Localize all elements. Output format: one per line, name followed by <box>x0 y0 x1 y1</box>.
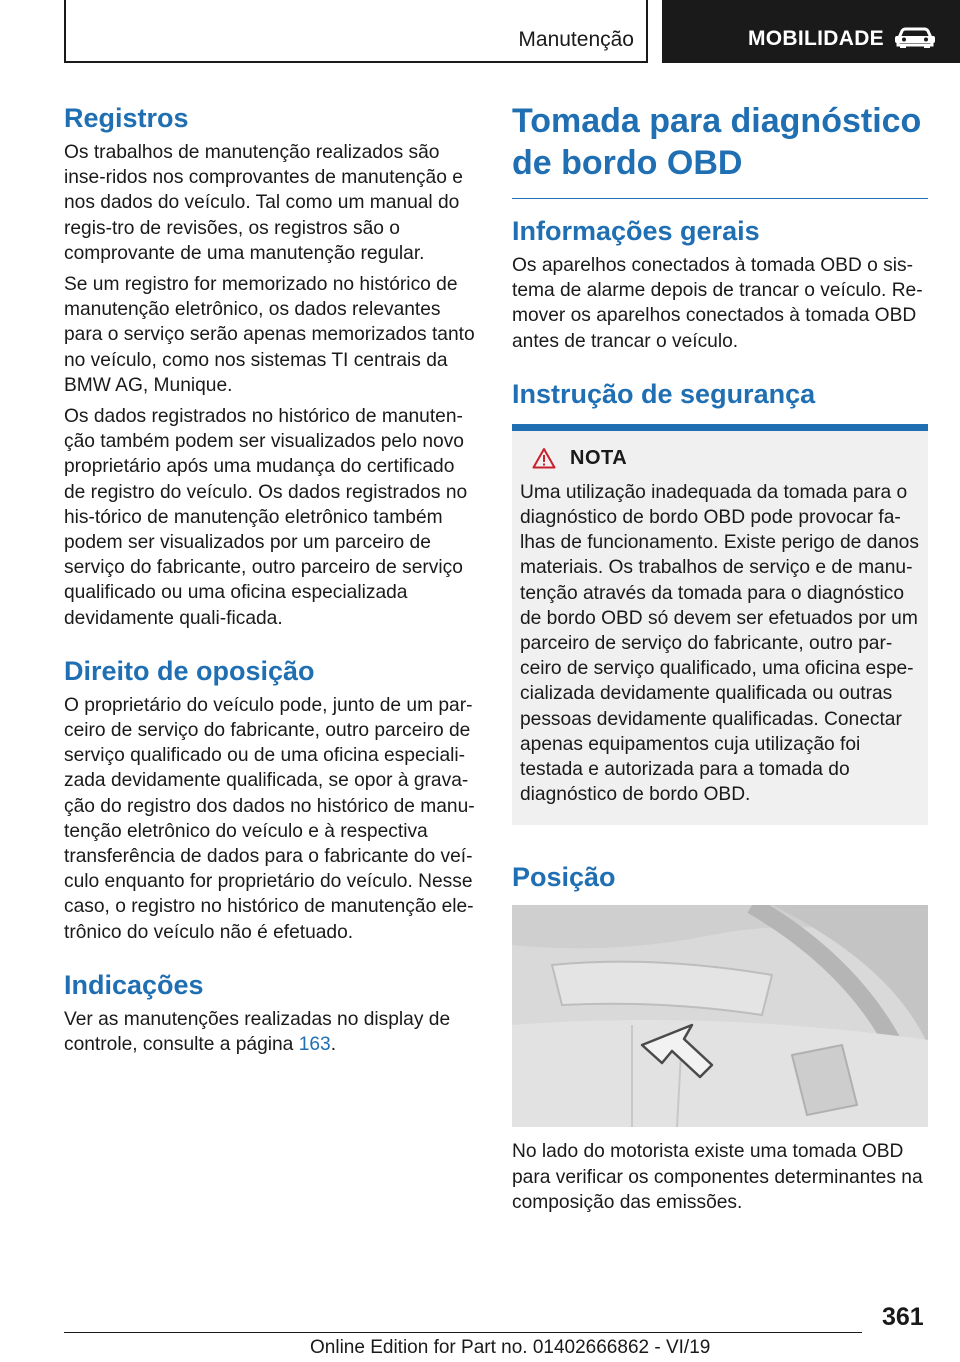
posicao-caption: No lado do motorista existe uma tomada OBD para verificar os componentes determinantes na composição das emissões. <box>512 1141 923 1213</box>
registros-paragraph-3: Os dados registrados no histórico de manuten-ção também podem ser visualizados pelo novo proprietário após uma mudança do certificado de registro do veículo. Os dados registrados no his-tórico de manutenção eletrônico também podem ser visualizados por um parceiro de serviço do fabricante, outro parceiro de serviço qualificado ou uma oficina especializada devidamente quali-ficada. <box>64 406 468 629</box>
registros-paragraph-1: Os trabalhos de manutenção realizados são inse-ridos nos comprovantes de manutenção e nos dados do veículo. Tal como um manual do regis-tro de revisões, os registros são o comprovante de uma manutenção regular. <box>64 142 463 264</box>
note-box <box>512 431 928 826</box>
indicacoes-paragraph <box>64 1007 478 1057</box>
warning-icon <box>532 447 556 469</box>
indicacoes-text: Ver as manutenções realizadas no display de controle, consulte a página <box>64 1008 451 1056</box>
seguranca-divider <box>512 424 928 431</box>
right-column <box>512 100 928 1221</box>
seguranca-heading: Instrução de segurança <box>512 378 816 409</box>
note-label: NOTA <box>570 446 628 469</box>
header-section-label: Manutenção <box>518 28 634 51</box>
posicao-heading: Posição <box>512 862 616 893</box>
oposicao-heading: Direito de oposição <box>64 655 315 686</box>
page-link-163[interactable]: 163 <box>298 1034 331 1056</box>
registros-paragraph-2: Se um registro for memorizado no histórico de manutenção eletrônico, os dados relevantes para o serviço serão apenas memorizados tanto no veículo, como nos sistemas TI centrais da BMW AG, Munique. <box>64 274 475 396</box>
header-category-tab <box>662 0 960 63</box>
info-paragraph: Os aparelhos conectados à tomada OBD o sis-tema de alarme depois de trancar o veículo. Re-mover os aparelhos conectados à tomada OBD antes de trancar o veículo. <box>512 255 923 352</box>
registros-heading: Registros <box>64 103 189 133</box>
header-section-tab <box>64 0 648 63</box>
note-header <box>532 447 920 470</box>
obd-title <box>512 100 928 184</box>
header-category-label: MOBILIDADE <box>748 27 884 50</box>
obd-title-line-1: Tomada para diagnóstico <box>512 102 922 140</box>
car-icon <box>894 26 936 48</box>
footer-edition: Online Edition for Part no. 01402666862 - VI/19 <box>310 1337 711 1358</box>
oposicao-paragraph: O proprietário do veículo pode, junto de um par-ceiro de serviço do fabricante, outro parceiro de serviço qualificado ou de uma oficina especiali-zada devidamente qualificada, se opor à grava-ção do registro dos dados no histórico de manu-tenção eletrônico do veículo e à respectiva transferência de dados para o fabricante do veí-culo enquanto for proprietário do veículo. Nesse caso, o registro no histórico de manutenção ele-trônico do veículo não é efetuado. <box>64 694 475 943</box>
indicacoes-heading: Indicações <box>64 969 204 1000</box>
page-number: 361 <box>882 1303 924 1331</box>
obd-title-line-2: de bordo OBD <box>512 144 743 182</box>
footer-divider <box>64 1332 862 1333</box>
left-column <box>64 100 478 1063</box>
note-text: Uma utilização inadequada da tomada para o diagnóstico de bordo OBD pode provocar fa-lhas de funcionamento. Existe perigo de danos materiais. Os trabalhos de serviço e de manu-tenção através da tomada para o diagnóstico de bordo OBD só devem ser efetuados por um parceiro de serviço do fabricante, outro par-ceiro de serviço qualificado, uma oficina espe-cializada devidamente qualificada ou outras pessoas devidamente qualificadas. Conectar apenas equipamentos cuja utilização foi testada e autorizada para a tomada do diagnóstico de bordo OBD. <box>520 481 919 806</box>
title-divider <box>512 198 928 199</box>
info-heading: Informações gerais <box>512 216 760 246</box>
indicacoes-period: . <box>330 1034 337 1056</box>
obd-location-photo <box>512 905 928 1127</box>
